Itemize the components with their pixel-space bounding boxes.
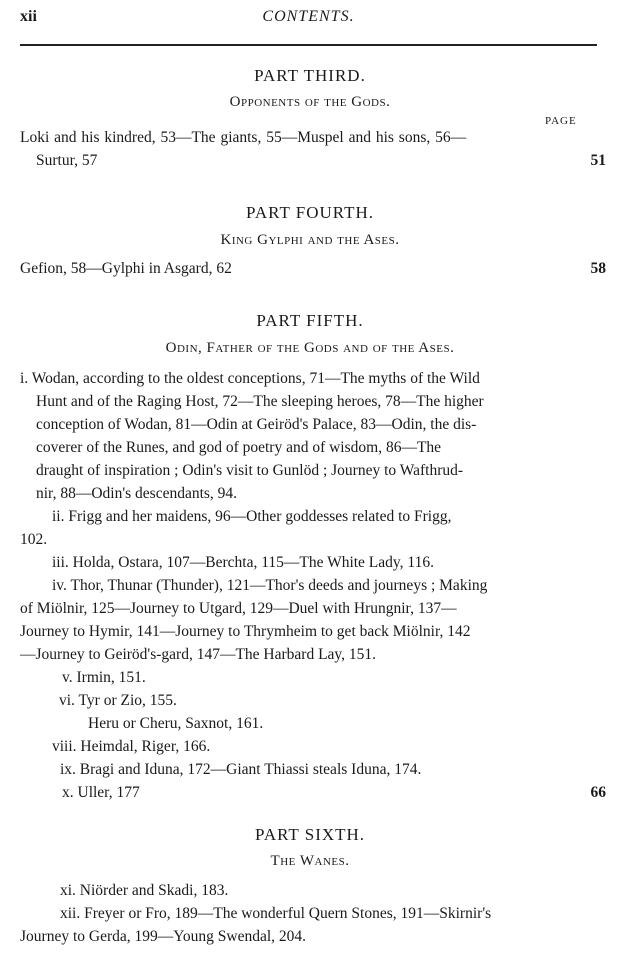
toc-line: xi. Niörder and Skadi, 183. <box>60 882 229 899</box>
toc-line: Heru or Cheru, Saxnot, 161. <box>88 715 264 732</box>
toc-line: coverer of the Runes, and god of poetry and of wisdom, 86—The <box>36 439 442 456</box>
running-head <box>20 4 597 28</box>
toc-line: Loki and his kindred, 53—The giants, 55—Muspel and his sons, 56— <box>20 129 467 146</box>
toc-line: i. Wodan, according to the oldest conceptions, 71—The myths of the Wild <box>20 370 480 387</box>
page-column-label: PAGE <box>545 115 577 127</box>
part-fifth-title: PART FIFTH. <box>256 311 364 330</box>
toc-line: vi. Tyr or Zio, 155. <box>59 692 177 709</box>
toc-line: xii. Freyer or Fro, 189—The wonderful Quern Stones, 191—Skirnir's <box>60 905 492 922</box>
toc-line: iii. Holda, Ostara, 107—Berchta, 115—The White Lady, 116. <box>52 554 434 571</box>
toc-line: draught of inspiration ; Odin's visit to Gunlöd ; Journey to Wafthrud- <box>36 462 464 479</box>
part-third-subtitle: Opponents of the Gods. <box>229 94 391 110</box>
toc-line: Gefion, 58—Gylphi in Asgard, 62 <box>20 260 232 277</box>
part-fifth-subtitle: Odin, Father of the Gods and of the Ases. <box>165 340 455 356</box>
part-fourth-subtitle: King Gylphi and the Ases. <box>220 232 400 248</box>
part-fifth-page: 66 <box>590 784 606 801</box>
toc-line: Hunt and of the Raging Host, 72—The sleeping heroes, 78—The higher <box>36 393 484 410</box>
toc-line: Journey to Gerda, 199—Young Swendal, 204. <box>20 928 307 945</box>
toc-line: of Miölnir, 125—Journey to Utgard, 129—Duel with Hrungnir, 137— <box>20 600 457 617</box>
part-third-page: 51 <box>590 152 606 169</box>
part-sixth-subtitle: The Wanes. <box>270 853 350 869</box>
toc-line: 102. <box>20 531 48 548</box>
header-rule <box>20 44 597 46</box>
part-fourth-page: 58 <box>590 260 606 277</box>
part-sixth-title: PART SIXTH. <box>254 825 366 844</box>
toc-line: viii. Heimdal, Riger, 166. <box>52 738 211 755</box>
toc-line: Surtur, 57 <box>36 152 98 169</box>
part-fourth-title: PART FOURTH. <box>245 203 375 222</box>
toc-line: ii. Frigg and her maidens, 96—Other goddesses related to Frigg, <box>52 508 452 525</box>
running-title: CONTENTS. <box>262 8 355 25</box>
toc-line: nir, 88—Odin's descendants, 94. <box>36 485 238 502</box>
toc-line: Journey to Hymir, 141—Journey to Thrymheim to get back Miölnir, 142 <box>20 623 471 640</box>
page-number: xii <box>20 8 37 25</box>
toc-line: ix. Bragi and Iduna, 172—Giant Thiassi steals Iduna, 174. <box>60 761 422 778</box>
part-third-title: PART THIRD. <box>254 66 366 85</box>
toc-line: iv. Thor, Thunar (Thunder), 121—Thor's deeds and journeys ; Making <box>52 577 488 594</box>
toc-line: conception of Wodan, 81—Odin at Geiröd's Palace, 83—Odin, the dis- <box>36 416 477 433</box>
toc-line: —Journey to Geiröd's-gard, 147—The Harbard Lay, 151. <box>20 646 377 663</box>
toc-line: v. Irmin, 151. <box>62 669 146 686</box>
toc-line: x. Uller, 177 <box>62 784 140 801</box>
